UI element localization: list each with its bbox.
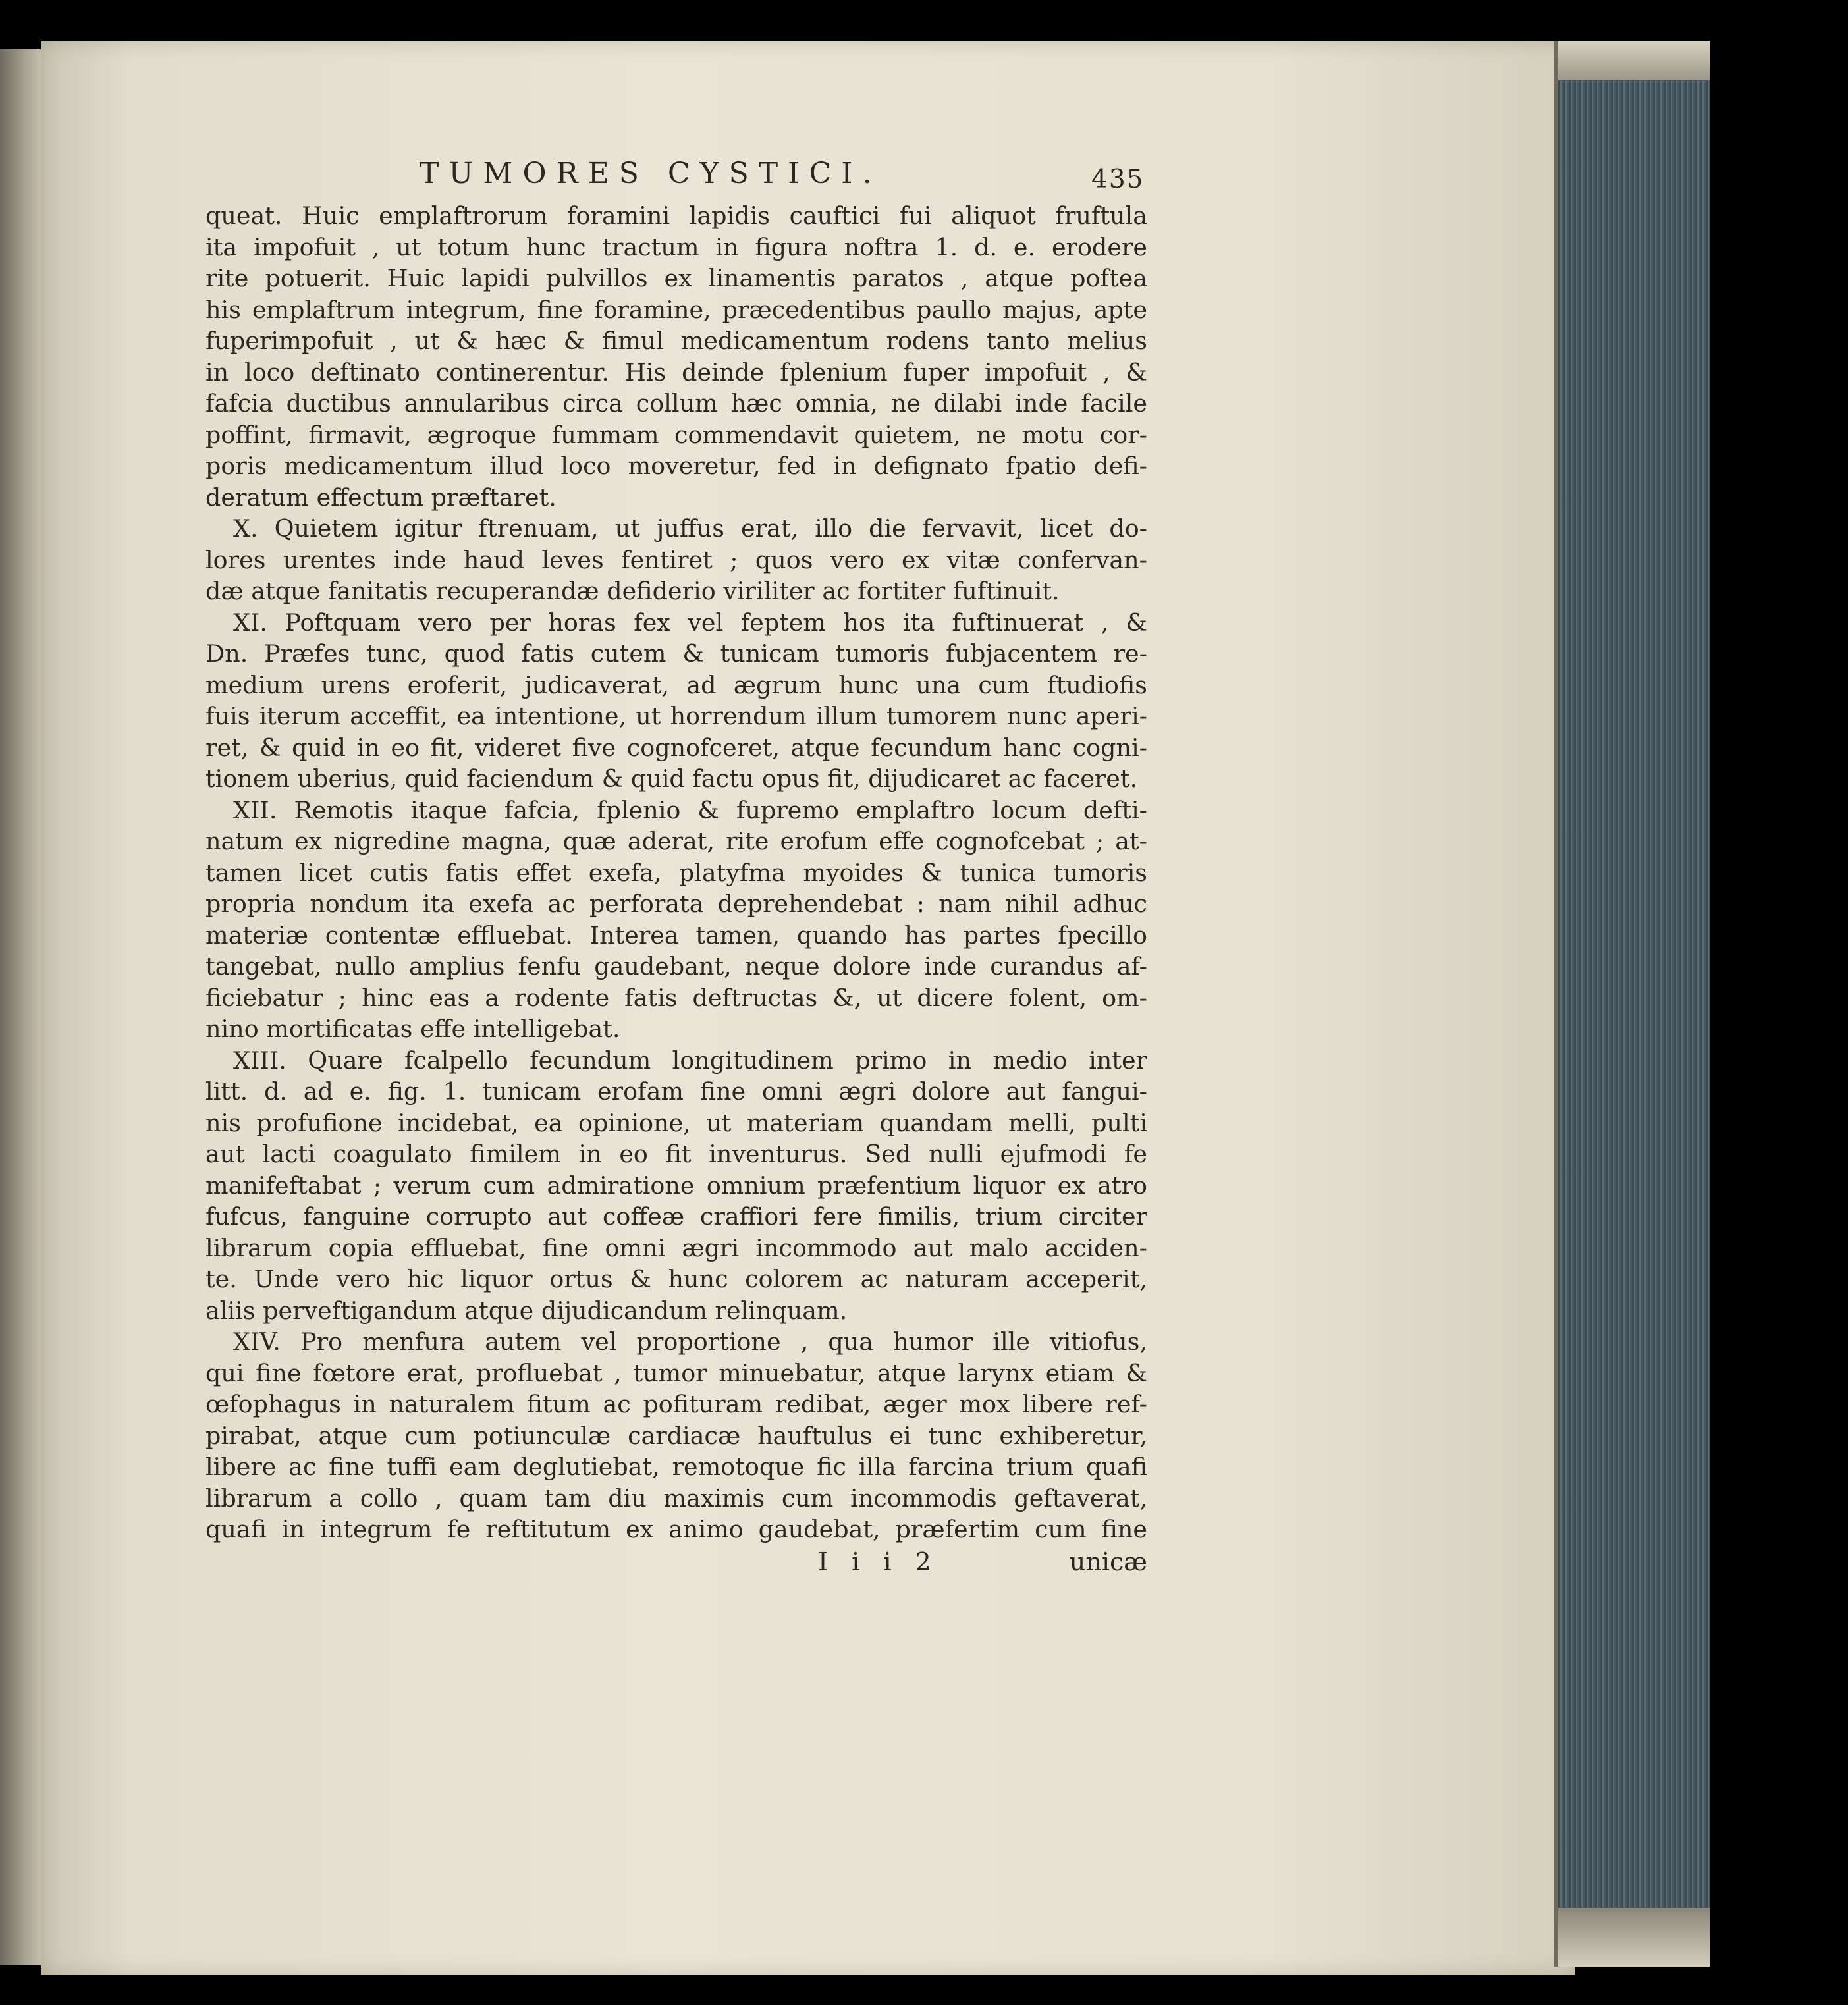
- running-title: TUMORES CYSTICI.: [420, 157, 882, 190]
- text-line: ret, & quid in eo fit, videret five cognofceret, atque fecundum hanc cogni-: [205, 733, 1147, 762]
- text-line: manifeftabat ; verum cum admiratione omnium præfentium liquor ex atro: [205, 1171, 1147, 1200]
- text-line: fuperimpofuit , ut & hæc & fimul medicamentum rodens tanto melius: [205, 327, 1147, 355]
- page-stack-edge: [1554, 41, 1710, 1967]
- text-line: materiæ contentæ effluebat. Interea tamen, quando has partes fpecillo: [205, 921, 1147, 949]
- text-line: librarum copia effluebat, fine omni ægri incommodo aut malo acciden-: [205, 1233, 1147, 1262]
- text-line: nino mortificatas effe intelligebat.: [205, 1015, 620, 1043]
- text-line: ita impofuit , ut totum hunc tractum in figura noftra 1. d. e. erodere: [205, 232, 1147, 261]
- text-line: queat. Huic emplaftrorum foramini lapidis cauftici fui aliquot fruftula: [205, 201, 1147, 230]
- text-line: fafcia ductibus annularibus circa collum hæc omnia, ne dilabi inde facile: [205, 389, 1147, 417]
- text-line: œfophagus in naturalem fitum ac pofituram redibat, æger mox libere ref-: [205, 1390, 1147, 1418]
- text-line: medium urens eroferit, judicaverat, ad ægrum hunc una cum ftudiofis: [205, 670, 1147, 699]
- text-line: dæ atque fanitatis recuperandæ defiderio viriliter ac fortiter fuftinuit.: [205, 577, 1060, 605]
- signature-mark: I i i 2: [818, 1547, 939, 1576]
- text-line: rite potuerit. Huic lapidi pulvillos ex linamentis paratos , atque poftea: [205, 264, 1147, 292]
- text-line: poris medicamentum illud loco moveretur, fed in defignato fpatio defi-: [205, 452, 1147, 480]
- text-line: XIV. Pro menfura autem vel proportione , qua humor ille vitiofus,: [233, 1327, 1147, 1356]
- page-edge-lines: [1558, 41, 1710, 1967]
- text-line: fufcus, fanguine corrupto aut coffeæ craffiori fere fimilis, trium circiter: [205, 1202, 1147, 1231]
- text-column: [205, 157, 1147, 1578]
- text-line: qui fine fœtore erat, profluebat , tumor minuebatur, atque larynx etiam &: [205, 1358, 1147, 1387]
- text-line: poffint, firmavit, ægroque fummam commendavit quietem, ne motu cor-: [205, 420, 1147, 449]
- text-line: XII. Remotis itaque fafcia, fplenio & fupremo emplaftro locum defti-: [233, 795, 1147, 824]
- text-line: XIII. Quare fcalpello fecundum longitudinem primo in medio inter: [233, 1046, 1147, 1075]
- text-line: tamen licet cutis fatis effet exefa, platyfma myoides & tunica tumoris: [205, 858, 1147, 887]
- text-line: libere ac fine tuffi eam deglutiebat, remotoque fic illa farcina trium quafi: [205, 1453, 1147, 1481]
- text-line: ficiebatur ; hinc eas a rodente fatis deftructas &, ut dicere folent, om-: [205, 983, 1147, 1012]
- text-line: tangebat, nullo amplius fenfu gaudebant, neque dolore inde curandus af-: [205, 952, 1147, 980]
- text-line: in loco deftinato continerentur. His deinde fplenium fuper impofuit , &: [205, 358, 1147, 387]
- text-line: aliis perveftigandum atque dijudicandum relinquam.: [205, 1296, 848, 1325]
- text-line: quafi in integrum fe reftitutum ex animo gaudebat, præfertim cum fine: [205, 1515, 1147, 1543]
- page-footer: [205, 1545, 1147, 1578]
- text-line: nis profufione incidebat, ea opinione, ut materiam quandam melli, pulti: [205, 1108, 1147, 1137]
- catchword: unicæ: [1069, 1547, 1147, 1576]
- text-line: tionem uberius, quid faciendum & quid factu opus fit, dijudicaret ac faceret.: [205, 764, 1138, 793]
- text-line: fuis iterum acceffit, ea intentione, ut horrendum illum tumorem nunc aperi-: [205, 702, 1147, 730]
- body-text: [205, 200, 1147, 1545]
- page-number: 435: [1091, 165, 1145, 194]
- text-line: te. Unde vero hic liquor ortus & hunc colorem ac naturam acceperit,: [205, 1265, 1147, 1293]
- text-line: deratum effectum præftaret.: [205, 483, 557, 512]
- text-line: his emplaftrum integrum, fine foramine, præcedentibus paullo majus, apte: [205, 295, 1147, 324]
- text-line: X. Quietem igitur ftrenuam, ut juffus erat, illo die fervavit, licet do-: [233, 514, 1147, 543]
- page-edge-bottom: [1558, 1908, 1710, 1967]
- text-line: natum ex nigredine magna, quæ aderat, rite erofum effe cognofcebat ; at-: [205, 827, 1147, 855]
- page-edge-top: [1558, 41, 1710, 80]
- text-line: aut lacti coagulato fimilem in eo fit inventurus. Sed nulli ejufmodi fe: [205, 1140, 1147, 1168]
- text-line: XI. Poftquam vero per horas fex vel feptem hos ita fuftinuerat , &: [233, 608, 1147, 637]
- text-line: litt. d. ad e. fig. 1. tunicam erofam fine omni ægri dolore aut fangui-: [205, 1077, 1147, 1106]
- text-line: pirabat, atque cum potiunculæ cardiacæ hauftulus ei tunc exhiberetur,: [205, 1421, 1147, 1450]
- facing-page-edge: [0, 49, 46, 1965]
- page-header: [205, 157, 1147, 200]
- text-line: propria nondum ita exefa ac perforata deprehendebat : nam nihil adhuc: [205, 890, 1147, 918]
- text-line: Dn. Præfes tunc, quod fatis cutem & tunicam tumoris fubjacentem re-: [205, 639, 1147, 668]
- text-line: lores urentes inde haud leves fentiret ; quos vero ex vitæ confervan-: [205, 545, 1147, 574]
- text-line: librarum a collo , quam tam diu maximis cum incommodis geftaverat,: [205, 1484, 1147, 1512]
